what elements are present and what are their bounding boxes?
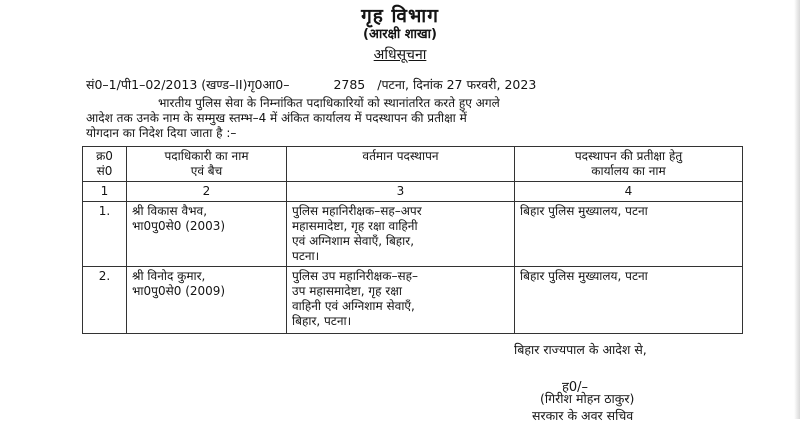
column-number: 4 (515, 182, 743, 202)
branch-title: (आरक्षी शाखा) (363, 27, 437, 42)
row-awaiting-office: बिहार पुलिस मुख्यालय, पटना (515, 202, 743, 267)
column-number: 1 (83, 182, 127, 202)
row-current-posting (287, 267, 515, 334)
header-serial-line: क्र0 (96, 149, 113, 163)
department-title: गृह विभाग (361, 5, 439, 27)
page-edge-shadow (794, 0, 800, 419)
header-current-posting: वर्तमान पदस्थापन (287, 147, 515, 182)
table-header-row (83, 147, 743, 182)
header-officer-line: पदाधिकारी का नाम (164, 149, 249, 163)
header-officer (127, 147, 287, 182)
header-awaiting-line: पदस्थापन की प्रतीक्षा हेतु (574, 149, 683, 163)
notice-paragraph (86, 96, 754, 141)
paragraph-line: भारतीय पुलिस सेवा के निम्नांकित पदाधिकारियों को स्थानांतरित करते हुए अगले (158, 96, 500, 110)
row-officer (127, 202, 287, 267)
officer-batch: भा0पु0से0 (2003) (132, 219, 226, 233)
posting-line: एवं अग्निशाम सेवाएँ, बिहार, (292, 234, 415, 248)
header-serial-line: सं0 (96, 164, 113, 178)
posting-line: महासमादेष्टा, गृह रक्षा वाहिनी (292, 219, 418, 233)
reference-line (86, 76, 536, 93)
row-current-posting (287, 202, 515, 267)
posting-line: पुलिस महानिरीक्षक–सह–अपर (292, 204, 422, 218)
table-row (83, 202, 743, 267)
signature-mark: ह0/– (562, 380, 589, 395)
column-number-row (83, 182, 743, 202)
officer-name: श्री विकास वैभव, (132, 204, 208, 218)
column-number: 3 (287, 182, 515, 202)
notice-type-title: अधिसूचना (373, 47, 427, 63)
reference-number: सं0–1/पी1–02/2013 (खण्ड–II)गृ0आ0– (86, 77, 290, 92)
reference-serial: 2785 (333, 77, 366, 92)
posting-line: पुलिस उप महानिरीक्षक–सह– (292, 269, 418, 283)
posting-line: वाहिनी एवं अग्निशाम सेवाएँ, (292, 299, 415, 313)
row-awaiting-office: बिहार पुलिस मुख्यालय, पटना (515, 267, 743, 334)
row-officer (127, 267, 287, 334)
column-number: 2 (127, 182, 287, 202)
signatory-name: (गिरीश मोहन ठाकुर) (540, 391, 635, 406)
header-awaiting-line: कार्यालय का नाम (591, 164, 666, 178)
header-awaiting-office (515, 147, 743, 182)
posting-line: पटना। (292, 249, 320, 263)
row-serial: 2. (83, 267, 127, 334)
header-officer-line: एवं बैच (190, 164, 223, 178)
signatory-designation: सरकार के अवर सचिव (532, 408, 634, 423)
officer-name: श्री विनोद कुमार, (132, 269, 206, 283)
reference-place-date: /पटना, दिनांक 27 फरवरी, 2023 (377, 77, 537, 92)
officer-batch: भा0पु0से0 (2009) (132, 284, 226, 298)
table-row (83, 267, 743, 334)
order-line: बिहार राज्यपाल के आदेश से, (514, 342, 647, 357)
header-serial (83, 147, 127, 182)
paragraph-line: योगदान का निदेश दिया जाता है :– (86, 126, 237, 140)
transfer-table (82, 146, 743, 334)
row-serial: 1. (83, 202, 127, 267)
posting-line: बिहार, पटना। (292, 314, 352, 328)
paragraph-line: आदेश तक उनके नाम के सम्मुख स्तम्भ–4 में अंकित कार्यालय में पदस्थापन की प्रतीक्षा में (86, 111, 467, 125)
posting-line: उप महासमादेष्टा, गृह रक्षा (292, 284, 402, 298)
